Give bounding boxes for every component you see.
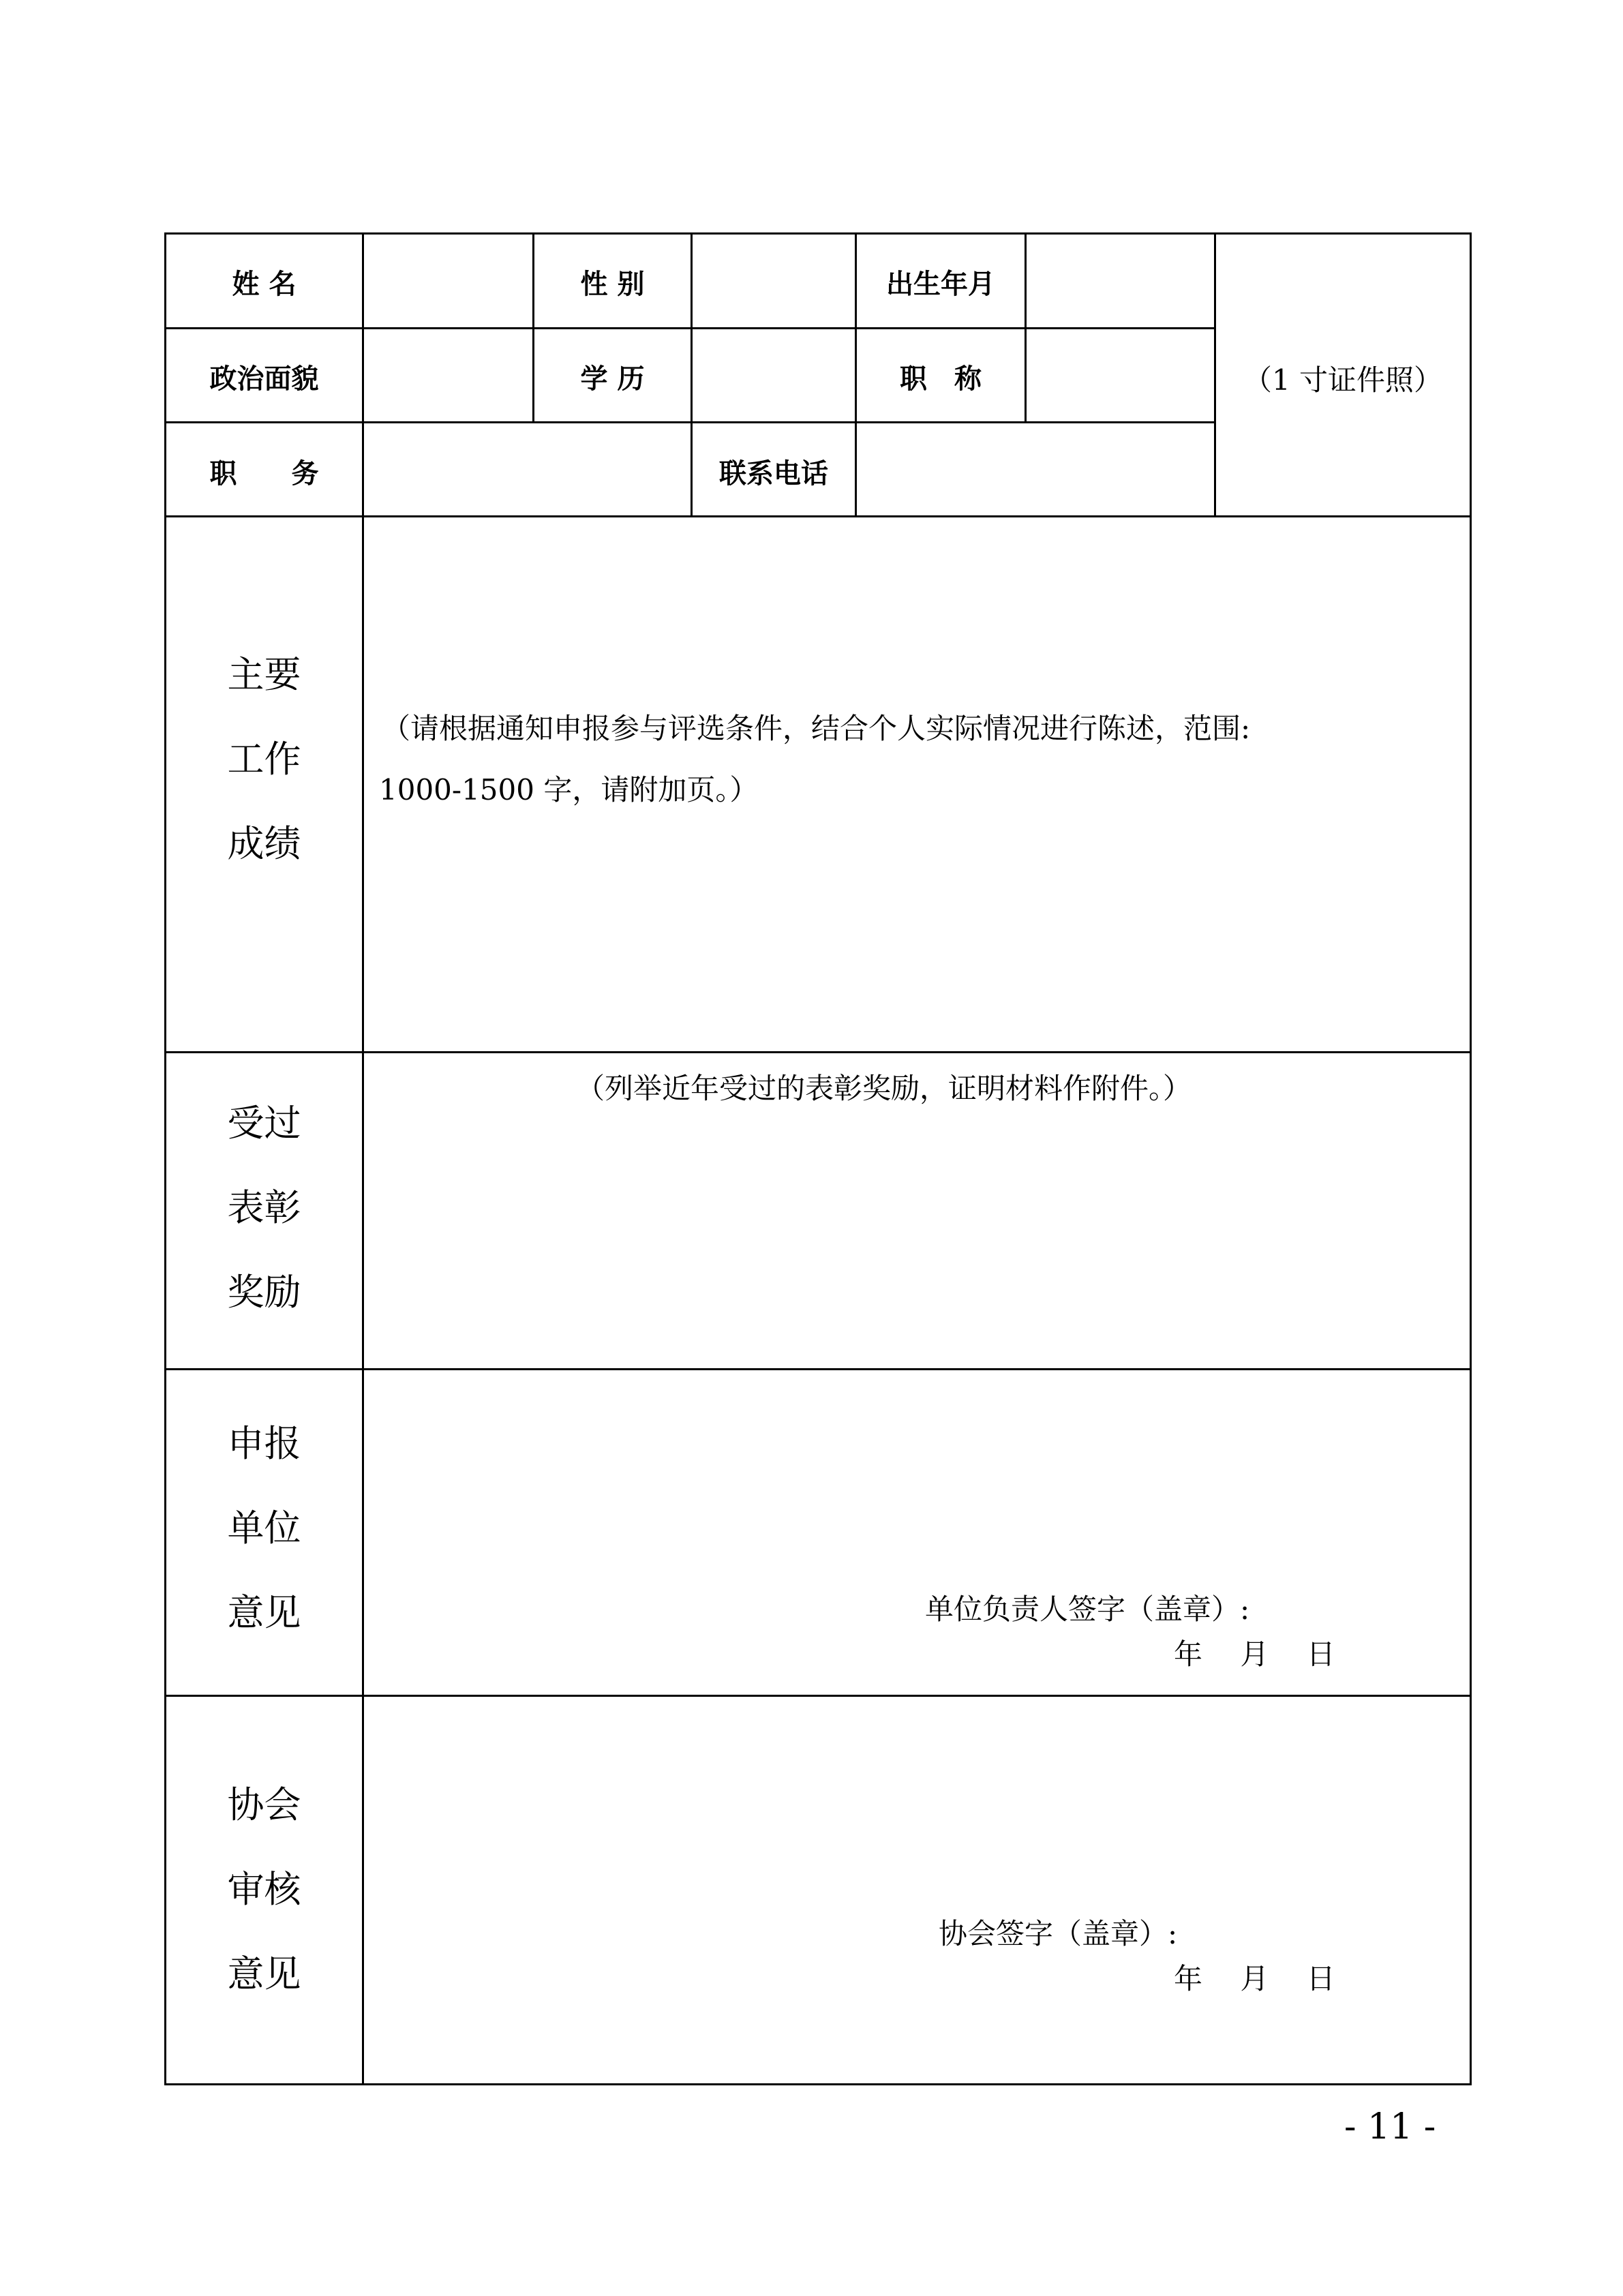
position-field[interactable] [364, 423, 691, 515]
unit-date-label: 年 月 日 [1174, 1637, 1335, 1671]
unit-opinion-label-line: 申报 [227, 1422, 301, 1465]
achievements-hint: （请根据通知申报参与评选条件，结合个人实际情况进行陈述，范围: [382, 712, 1251, 745]
name-label: 姓 名 [232, 269, 297, 300]
row-divider [164, 515, 1472, 517]
gender-label: 性 别 [580, 269, 645, 300]
birth-label: 出生年月 [886, 269, 995, 300]
gender-field[interactable] [693, 235, 855, 327]
achievements-label [166, 633, 362, 886]
page-number: - 11 - [1344, 2106, 1436, 2147]
unit-opinion-label [166, 1402, 362, 1655]
association-opinion-label-line: 意见 [227, 1952, 301, 1995]
achievements-label-line: 主要 [227, 653, 301, 696]
awards-label-line: 奖励 [227, 1271, 301, 1314]
association-opinion-label [166, 1763, 362, 2016]
row-divider [164, 1051, 1472, 1053]
politics-label: 政治面貌 [209, 363, 319, 395]
unit-opinion-label-line: 单位 [227, 1507, 301, 1550]
birth-field[interactable] [1027, 235, 1214, 327]
row-divider [164, 1695, 1472, 1697]
phone-label: 联系电话 [719, 458, 828, 489]
education-field[interactable] [693, 329, 855, 421]
achievements-label-line: 成绩 [227, 822, 301, 865]
association-date-label: 年 月 日 [1174, 1962, 1335, 1995]
awards-label-line: 表彰 [227, 1186, 301, 1229]
table-border-right [1470, 232, 1472, 2085]
title-label: 职 称 [900, 363, 982, 395]
name-field[interactable] [364, 235, 532, 327]
table-border-bottom [164, 2083, 1472, 2085]
position-label: 职 务 [209, 458, 319, 489]
education-label: 学 历 [580, 363, 645, 395]
photo-placeholder[interactable]: （1 寸证件照） [1243, 363, 1443, 397]
association-opinion-label-line: 协会 [227, 1783, 301, 1826]
row-divider [164, 1368, 1472, 1370]
association-signature-label: 协会签字（盖章）: [939, 1917, 1178, 1950]
title-field[interactable] [1027, 329, 1214, 421]
politics-field[interactable] [364, 329, 532, 421]
awards-hint: （列举近年受过的表彰奖励，证明材料作附件。） [576, 1072, 1192, 1105]
awards-label [166, 1081, 362, 1335]
association-opinion-label-line: 审核 [227, 1868, 301, 1911]
achievements-label-line: 工作 [227, 738, 301, 781]
phone-field[interactable] [857, 423, 1214, 515]
achievements-hint: 1000-1500 字，请附加页。） [379, 773, 759, 806]
awards-label-line: 受过 [227, 1102, 301, 1145]
unit-signature-label: 单位负责人签字（盖章）: [925, 1592, 1250, 1626]
unit-opinion-label-line: 意见 [227, 1591, 301, 1634]
